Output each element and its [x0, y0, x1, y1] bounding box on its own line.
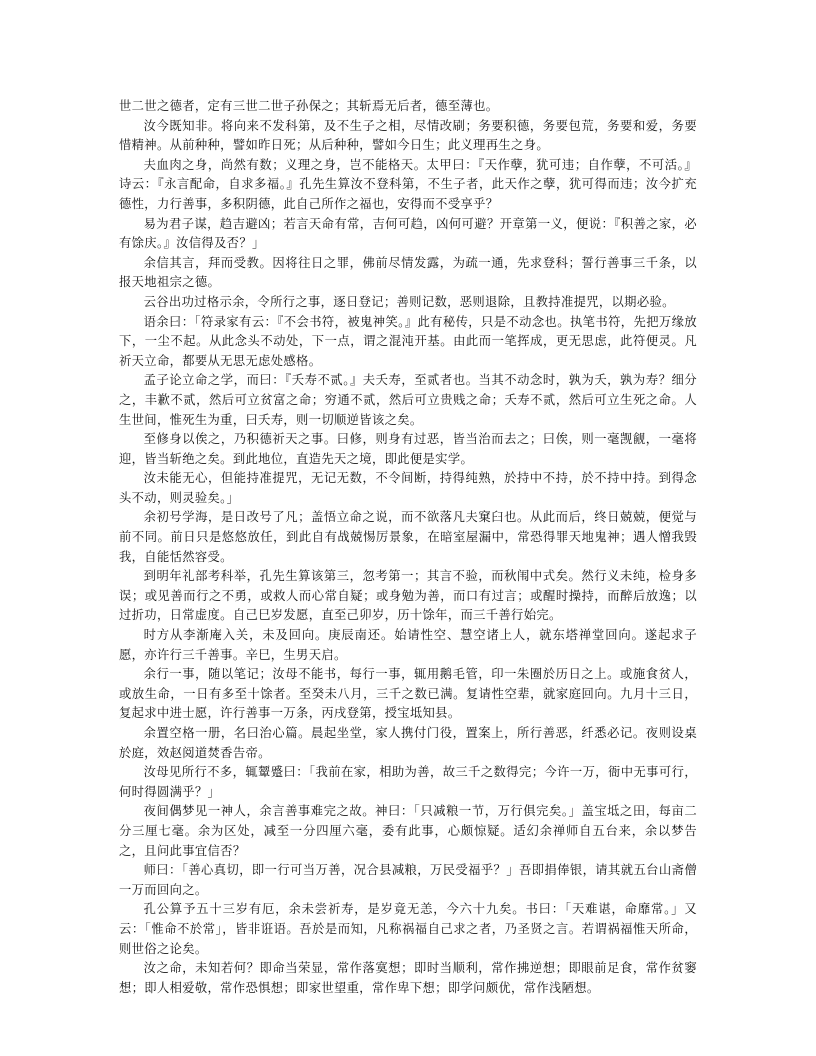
paragraph: 汝之命，未知若何？即命当荣显，常作落寞想；即时当顺利，常作拂逆想；即眼前足食，常作贫窭想；即人相爱敬，常作恐惧想；即家世望重，常作卑下想；即学问颇优，常作浅陋想。 — [119, 961, 697, 995]
paragraph: 余行一事，随以笔记；汝母不能书，每行一事，辄用鹅毛管，印一朱圈於历日之上。或施食贫人，或放生命，一日有多至十馀者。至癸未八月，三千之数已满。复请性空辈，就家庭回向。九月十三日，复起求中进士愿，许行善事一万条，丙戌登第，授宝坻知县。 — [119, 667, 697, 721]
paragraph: 至修身以俟之，乃积德祈天之事。曰修，则身有过恶，皆当治而去之；曰俟，则一毫觊觎，一毫将迎，皆当斩绝之矣。到此地位，直造先天之境，即此便是实学。 — [119, 432, 697, 466]
paragraph: 汝母见所行不多，辄颦蹙曰：「我前在家，相助为善，故三千之数得完；今许一万，衙中无事可行，何时得圆满乎？」 — [119, 765, 697, 799]
paragraph: 易为君子谋，趋吉避凶；若言天命有常，吉何可趋，凶何可避？开章第一义，便说：『积善之家，必有馀庆。』汝信得及否？」 — [119, 216, 697, 251]
paragraph: 夜间偶梦见一神人，余言善事难完之故。神曰：「只减粮一节，万行俱完矣。」盖宝坻之田，每亩二分三厘七毫。余为区处，减至一分四厘六毫，委有此事，心颇惊疑。适幻余禅师自五台来，余以梦告之，且问此事宜信否？ — [119, 804, 697, 858]
paragraph: 余置空格一册，名曰治心篇。晨起坐堂，家人携付门役，置案上，所行善恶，纤悉必记。夜则设桌於庭，效赵阅道焚香告帝。 — [119, 726, 697, 760]
paragraph: 语余曰：「符录家有云：『不会书符，被鬼神笑。』此有秘传，只是不动念也。执笔书符，先把万缘放下，一尘不起。从此念头不动处，下一点，谓之混沌开基。由此而一笔挥成，更无思虑，此符便灵。凡祈天立命，都要从无思无虑处感格。 — [119, 314, 697, 368]
paragraph: 云谷出功过格示余，令所行之事，逐日登记；善则记数，恶则退除，且教持准提咒，以期必验。 — [143, 294, 675, 309]
paragraph: 汝今既知非。将向来不发科第，及不生子之相，尽情改刷；务要积德，务要包荒，务要和爱，务要惜精神。从前种种，譬如昨日死；从后种种，譬如今日生；此义理再生之身。 — [119, 118, 697, 153]
paragraph: 孟子论立命之学，而曰：『夭寿不贰。』夫夭寿，至贰者也。当其不动念时，孰为夭，孰为寿？细分之，丰歉不贰，然后可立贫富之命；穷通不贰，然后可立贵贱之命；夭寿不贰，然后可立生死之命。人生世间，惟死生为重，曰夭寿，则一切顺逆皆该之矣。 — [119, 373, 697, 427]
paragraph: 时方从李渐庵入关，未及回向。庚辰南还。始请性空、慧空诸上人，就东塔禅堂回向。遂起求子愿，亦许行三千善事。辛巳，生男天启。 — [119, 628, 697, 662]
paragraph: 孔公算予五十三岁有厄，余未尝祈寿，是岁竟无恙，今六十九矣。书曰：「天难谌，命靡常。」又云：「惟命不於常」，皆非诳语。吾於是而知，凡称祸福自己求之者，乃圣贤之言。若谓祸福惟天所命，则世俗之论矣。 — [119, 902, 697, 956]
paragraph: 夫血肉之身，尚然有数；义理之身，岂不能格天。太甲曰：『天作孽，犹可违；自作孽，不可活。』诗云：『永言配命，自求多福。』孔先生算汝不登科第，不生子者，此天作之孽，犹可得而违；汝今扩充德性，力行善事，多积阴德，此自己所作之福也，安得而不受享乎？ — [119, 157, 697, 211]
paragraph: 到明年礼部考科举，孔先生算该第三，忽考第一；其言不验，而秋闱中式矣。然行义未纯，检身多误；或见善而行之不勇，或救人而心常自疑；或身勉为善，而口有过言；或醒时操持，而醉后放逸；以过折功，日常虚度。自己巳岁发愿，直至己卯岁，历十馀年，而三千善行始完。 — [119, 569, 697, 623]
paragraph: 汝未能无心，但能持准提咒，无记无数，不令间断，持得纯熟，於持中不持，於不持中持。到得念头不动，则灵验矣。」 — [119, 471, 697, 505]
paragraph: 世二世之德者，定有三世二世子孙保之；其斩焉无后者，德至薄也。 — [119, 99, 499, 113]
paragraph: 师曰：「善心真切，即一行可当万善，况合县减粮，万民受福乎？」吾即捐俸银，请其就五台山斋僧一万而回向之。 — [119, 863, 697, 897]
document-page — [119, 97, 697, 998]
paragraph: 余信其言，拜而受教。因将往日之罪，佛前尽情发露，为疏一通，先求登科；誓行善事三千条，以报天地祖宗之德。 — [119, 255, 697, 290]
paragraph: 余初号学海，是日改号了凡；盖悟立命之说，而不欲落凡夫窠臼也。从此而后，终日兢兢，便觉与前不同。前日只是悠悠放任，到此自有战兢惕厉景象，在暗室屋漏中，常恐得罪天地鬼神；遇人憎我毁我，自能恬然容受。 — [119, 510, 697, 564]
